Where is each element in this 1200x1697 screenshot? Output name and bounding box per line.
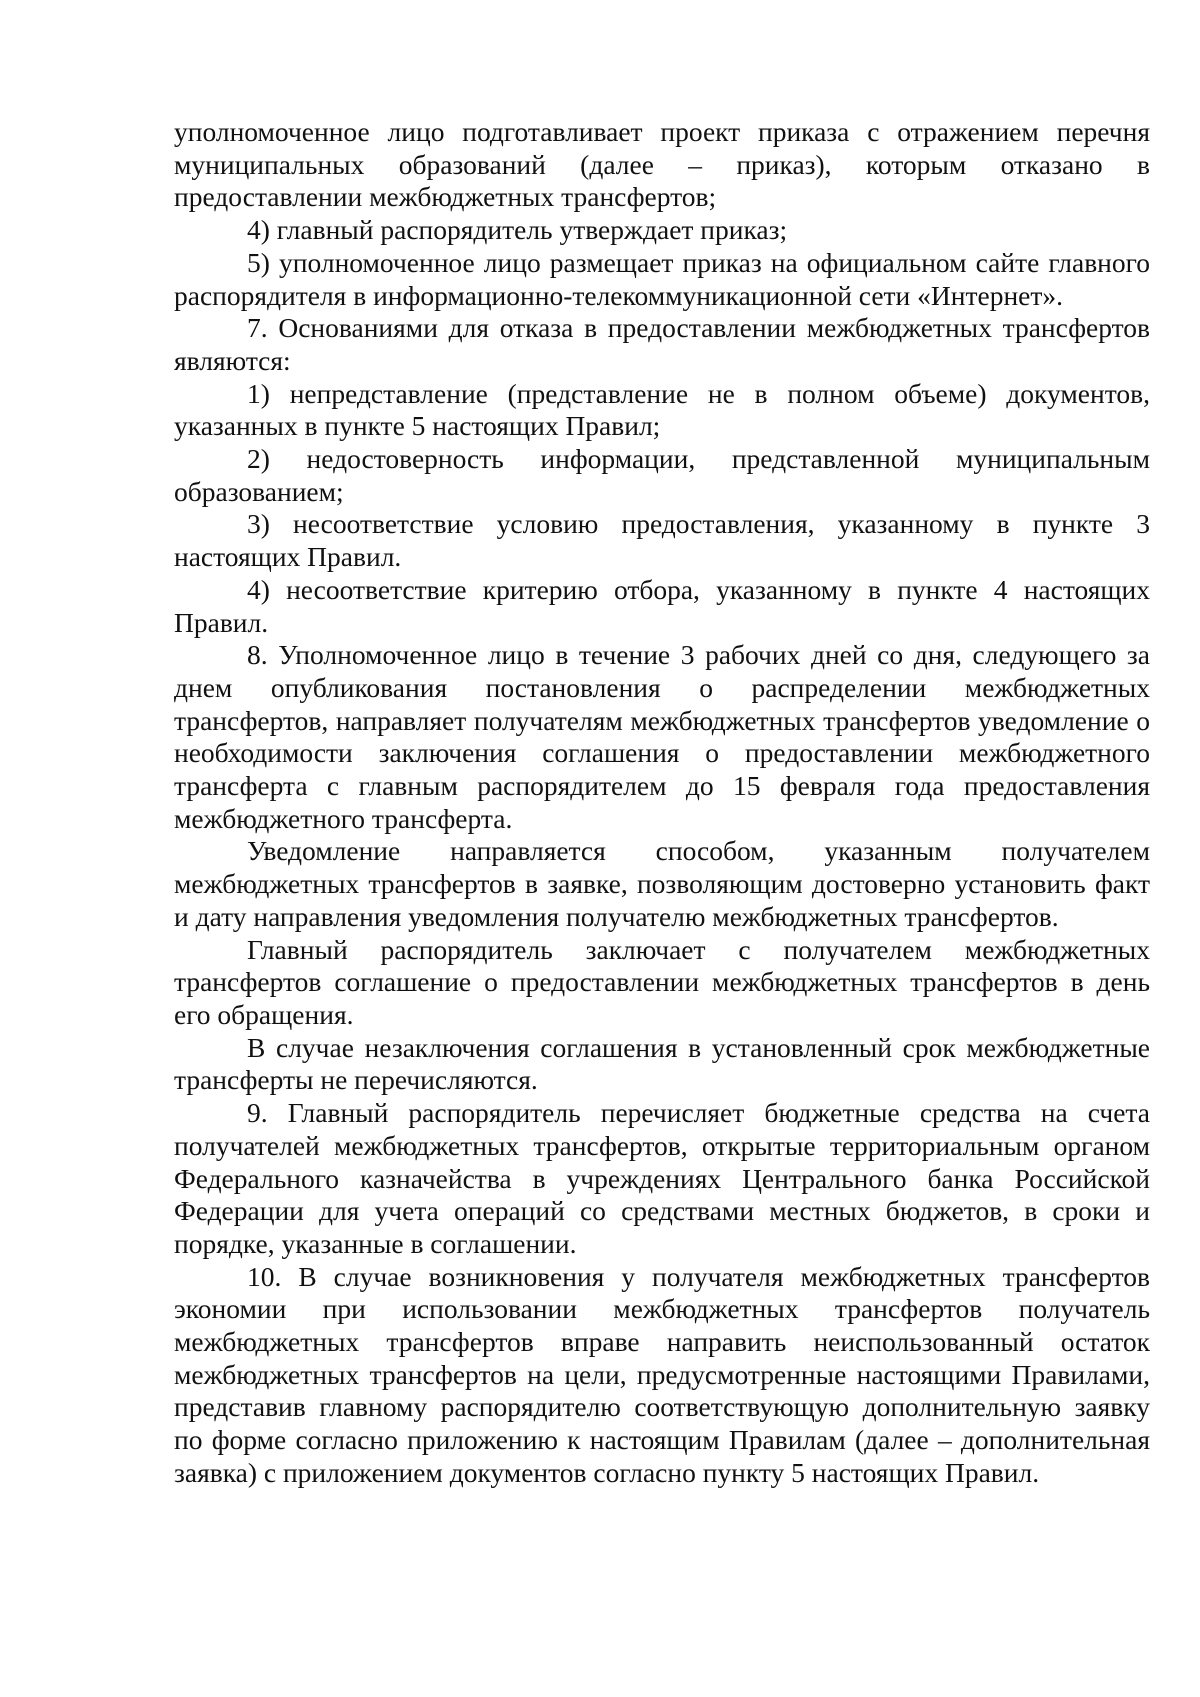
paragraph-section-9: 9. Главный распорядитель перечисляет бюджетные средства на счета получателей межбюджетных трансфертов, открытые территориальным органом Федерального казначейства в учреждениях Центрального банка Российской Федерации для учета операций со средствами местных бюджетов, в сроки и порядке, указанные в соглашении. [174,1097,1150,1259]
document-body [174,116,1150,1490]
paragraph-section-7-item-3: 3) несоответствие условию предоставления, указанному в пункте 3 настоящих Правил. [174,508,1150,573]
paragraph-continuation: уполномоченное лицо подготавливает проект приказа с отражением перечня муниципальных образований (далее – приказ), которым отказано в предоставлении межбюджетных трансфертов; [174,116,1150,213]
paragraph-section-8: 8. Уполномоченное лицо в течение 3 рабочих дней со дня, следующего за днем опубликования постановления о распределении межбюджетных трансфертов, направляет получателям межбюджетных трансфертов уведомление о необходимости заключения соглашения о предоставлении межбюджетного трансферта с главным распорядителем до 15 февраля года предоставления межбюджетного трансферта. [174,639,1150,834]
paragraph-item-4-approval: 4) главный распорядитель утверждает приказ; [247,214,788,246]
paragraph-section-7-item-4: 4) несоответствие критерию отбора, указанному в пункте 4 настоящих Правил. [174,573,1150,638]
paragraph-section-7-item-2: 2) недостоверность информации, представленной муниципальным образованием; [174,443,1150,507]
paragraph-no-agreement: В случае незаключения соглашения в установленный срок межбюджетные трансферты не перечисляются. [174,1031,1150,1096]
paragraph-section-10: 10. В случае возникновения у получателя межбюджетных трансфертов экономии при использовании межбюджетных трансфертов получатель межбюджетных трансфертов вправе направить неиспользованный остаток межбюджетных трансфертов на цели, предусмотренные настоящими Правилами, представив главному распорядителю соответствующую дополнительную заявку по форме согласно приложению к настоящим Правилам (далее – дополнительная заявка) с приложением документов согласно пункту 5 настоящих Правил. [174,1260,1150,1488]
paragraph-agreement: Главный распорядитель заключает с получателем межбюджетных трансфертов соглашение о предоставлении межбюджетных трансфертов в день его обращения. [174,933,1150,1030]
paragraph-section-7: 7. Основаниями для отказа в предоставлении межбюджетных трансфертов являются: [174,312,1150,376]
paragraph-item-5-publication: 5) уполномоченное лицо размещает приказ на официальном сайте главного распорядителя в информационно-телекоммуникационной сети «Интернет». [174,246,1150,311]
paragraph-notification: Уведомление направляется способом, указанным получателем межбюджетных трансфертов в заявке, позволяющим достоверно установить факт и дату направления уведомления получателю межбюджетных трансфертов. [174,835,1150,932]
paragraph-section-7-item-1: 1) непредставление (представление не в полном объеме) документов, указанных в пункте 5 настоящих Правил; [174,377,1150,442]
